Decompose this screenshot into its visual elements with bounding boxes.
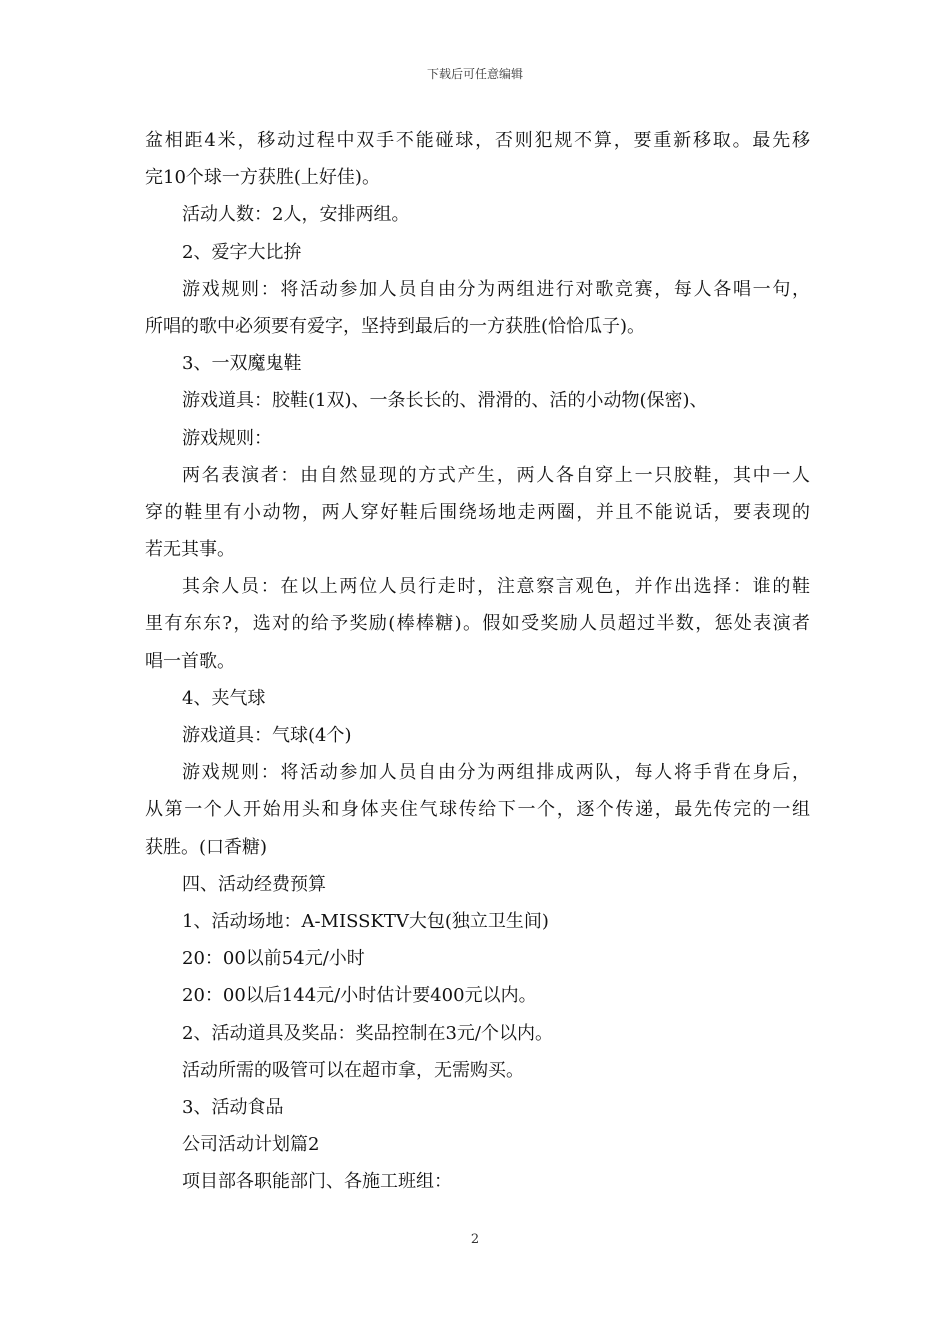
- paragraph-line: 活动所需的吸管可以在超市拿，无需购买。: [182, 1059, 524, 1081]
- paragraph-line: 盆相距4米，移动过程中双手不能碰球，否则犯规不算，要重新移取。最先移: [145, 130, 810, 151]
- paragraph-line: 其余人员：在以上两位人员行走时，注意察言观色，并作出选择：谁的鞋: [182, 576, 810, 598]
- paragraph-line: 从第一个人开始用头和身体夹住气球传给下一个，逐个传递，最先传完的一组: [145, 799, 810, 821]
- paragraph-line: 里有东东?，选对的给予奖励(棒棒糖)。假如受奖励人员超过半数，惩处表演者: [145, 613, 810, 635]
- paragraph-line: 1、活动场地：A-MISSKTV大包(独立卫生间): [182, 910, 549, 932]
- section-heading: 公司活动计划篇2: [182, 1134, 320, 1156]
- paragraph-line: 游戏道具：胶鞋(1双)、一条长长的、滑滑的、活的小动物(保密)、: [182, 390, 708, 412]
- paragraph-line: 20：00以前54元/小时: [182, 948, 365, 970]
- section-heading: 3、活动食品: [182, 1096, 284, 1118]
- paragraph-line: 穿的鞋里有小动物，两人穿好鞋后围绕场地走两圈，并且不能说话，要表现的: [145, 501, 810, 523]
- section-heading: 2、爱字大比拚: [182, 241, 302, 263]
- paragraph-line: 两名表演者：由自然显现的方式产生，两人各自穿上一只胶鞋，其中一人: [182, 464, 810, 486]
- paragraph-line: 完10个球一方获胜(上好佳)。: [145, 167, 380, 189]
- paragraph-line: 游戏规则：将活动参加人员自由分为两组进行对歌竞赛，每人各唱一句，: [182, 278, 810, 300]
- paragraph-line: 游戏道具：气球(4个): [182, 725, 352, 746]
- section-heading: 四、活动经费预算: [182, 873, 326, 895]
- paragraph-line: 唱一首歌。: [145, 650, 235, 672]
- paragraph-line: 所唱的歌中必须要有爱字，坚持到最后的一方获胜(恰恰瓜子)。: [145, 315, 646, 337]
- paragraph-line: 若无其事。: [145, 539, 235, 561]
- paragraph-line: 20：00以后144元/小时估计要400元以内。: [182, 985, 537, 1007]
- paragraph-line: 2、活动道具及奖品：奖品控制在3元/个以内。: [182, 1022, 553, 1044]
- document-body: [145, 122, 810, 1200]
- section-heading: 3、一双魔鬼鞋: [182, 353, 302, 375]
- page-header: 下载后可任意编辑: [426, 67, 523, 81]
- page-number: 2: [470, 1232, 480, 1247]
- paragraph-line: 游戏规则：: [182, 427, 272, 449]
- paragraph-line: 游戏规则：将活动参加人员自由分为两组排成两队，每人将手背在身后，: [182, 762, 810, 784]
- paragraph-line: 项目部各职能部门、各施工班组：: [182, 1171, 452, 1193]
- section-heading: 4、夹气球: [182, 687, 266, 709]
- paragraph-line: 活动人数：2人，安排两组。: [182, 204, 410, 226]
- paragraph-line: 获胜。(口香糖): [145, 836, 268, 858]
